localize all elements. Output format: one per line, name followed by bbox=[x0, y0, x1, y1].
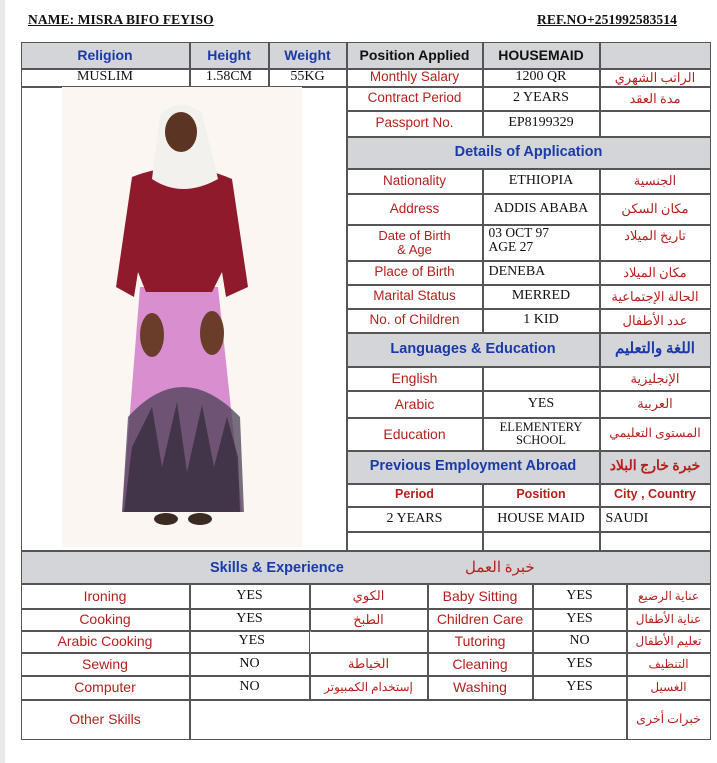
arabic-arabic: العربية bbox=[600, 391, 711, 418]
english-value bbox=[483, 367, 600, 391]
children-label: No. of Children bbox=[347, 309, 483, 333]
dob-label-line1: Date of Birth bbox=[378, 227, 451, 243]
position-column-header: Position bbox=[483, 484, 600, 507]
position-applied-value: HOUSEMAID bbox=[483, 42, 600, 69]
education-value-line1: ELEMENTERY bbox=[499, 419, 583, 434]
skill-cleaning-label: Cleaning bbox=[428, 653, 533, 676]
education-arabic: المستوى التعليمي bbox=[600, 418, 711, 451]
education-value-line2: SCHOOL bbox=[515, 433, 566, 447]
skill-ironing-label: Ironing bbox=[21, 584, 190, 609]
skill-baby-sitting-label: Baby Sitting bbox=[428, 584, 533, 609]
skill-sewing-label: Sewing bbox=[21, 653, 190, 676]
applicant-photo-illustration bbox=[62, 87, 302, 547]
address-value: ADDIS ABABA bbox=[483, 194, 600, 225]
monthly-salary-arabic: الراتب الشهري bbox=[600, 69, 711, 87]
children-arabic: عدد الأطفال bbox=[600, 309, 711, 333]
religion-header: Religion bbox=[21, 42, 190, 69]
contract-period-label: Contract Period bbox=[347, 87, 483, 111]
employment-period-value: 2 YEARS bbox=[347, 507, 483, 532]
employment-position-value: HOUSE MAID bbox=[483, 507, 600, 532]
religion-value: MUSLIM bbox=[21, 69, 190, 87]
dob-age-label bbox=[347, 225, 483, 261]
skills-section-bar bbox=[21, 551, 711, 584]
employment-country-value: SAUDI bbox=[600, 507, 711, 532]
monthly-salary-value: 1200 QR bbox=[483, 69, 600, 87]
skill-washing-value: YES bbox=[533, 676, 627, 700]
marital-status-arabic: الحالة الإجتماعية bbox=[600, 285, 711, 309]
children-value: 1 KID bbox=[483, 309, 600, 333]
height-header: Height bbox=[190, 42, 269, 69]
nationality-label: Nationality bbox=[347, 169, 483, 194]
skill-computer-label: Computer bbox=[21, 676, 190, 700]
marital-status-label: Marital Status bbox=[347, 285, 483, 309]
skill-children-care-arabic: عناية الأطفال bbox=[627, 609, 711, 631]
arabic-value: YES bbox=[483, 391, 600, 418]
dob-age-value bbox=[483, 225, 600, 261]
skill-ironing-value: YES bbox=[190, 584, 310, 609]
address-arabic: مكان السكن bbox=[600, 194, 711, 225]
page-edge bbox=[0, 0, 5, 763]
reference-number: REF.NO+251992583514 bbox=[537, 12, 677, 27]
position-applied-empty bbox=[600, 42, 711, 69]
english-arabic: الإنجليزية bbox=[600, 367, 711, 391]
skill-cooking-label: Cooking bbox=[21, 609, 190, 631]
weight-header: Weight bbox=[269, 42, 347, 69]
weight-value: 55KG bbox=[269, 69, 347, 87]
skill-cooking-value: YES bbox=[190, 609, 310, 631]
nationality-value: ETHIOPIA bbox=[483, 169, 600, 194]
employment-empty-cell bbox=[347, 532, 483, 551]
skill-baby-sitting-arabic: عناية الرضيع bbox=[627, 584, 711, 609]
period-column-header: Period bbox=[347, 484, 483, 507]
english-label: English bbox=[347, 367, 483, 391]
birthplace-value: DENEBA bbox=[483, 261, 600, 285]
education-value bbox=[483, 418, 600, 451]
languages-section-title: Languages & Education bbox=[347, 333, 600, 367]
contract-period-arabic: مدة العقد bbox=[600, 87, 711, 111]
employment-empty-cell bbox=[483, 532, 600, 551]
city-country-column-header: City , Country bbox=[600, 484, 711, 507]
passport-value: EP8199329 bbox=[483, 111, 600, 137]
skill-computer-arabic: إستخدام الكمبيوتر bbox=[310, 676, 428, 700]
marital-status-value: MERRED bbox=[483, 285, 600, 309]
skills-section-title: Skills & Experience bbox=[210, 559, 344, 576]
employment-section-arabic: خبرة خارج البلاد bbox=[600, 451, 711, 484]
dob-label-line2: & Age bbox=[397, 241, 432, 257]
skill-arabic-cooking-arabic bbox=[310, 631, 428, 653]
skill-ironing-arabic: الكوي bbox=[310, 584, 428, 609]
skill-sewing-value: NO bbox=[190, 653, 310, 676]
contract-period-value: 2 YEARS bbox=[483, 87, 600, 111]
applicant-photo bbox=[62, 87, 302, 547]
other-skills-value bbox=[190, 700, 627, 740]
address-label: Address bbox=[347, 194, 483, 225]
skill-cooking-arabic: الطبخ bbox=[310, 609, 428, 631]
birthplace-arabic: مكان الميلاد bbox=[600, 261, 711, 285]
monthly-salary-label: Monthly Salary bbox=[347, 69, 483, 87]
skill-tutoring-arabic: تعليم الأطفال bbox=[627, 631, 711, 653]
skill-children-care-label: Children Care bbox=[428, 609, 533, 631]
skill-cleaning-arabic: التنظيف bbox=[627, 653, 711, 676]
arabic-label: Arabic bbox=[347, 391, 483, 418]
skill-cleaning-value: YES bbox=[533, 653, 627, 676]
skill-children-care-value: YES bbox=[533, 609, 627, 631]
height-value: 1.58CM bbox=[190, 69, 269, 87]
passport-arabic bbox=[600, 111, 711, 137]
dob-value: 03 OCT 97 bbox=[488, 224, 550, 240]
applicant-name: NAME: MISRA BIFO FEYISO bbox=[28, 12, 214, 27]
employment-empty-cell bbox=[600, 532, 711, 551]
skill-baby-sitting-value: YES bbox=[533, 584, 627, 609]
skill-washing-label: Washing bbox=[428, 676, 533, 700]
other-skills-label: Other Skills bbox=[21, 700, 190, 740]
education-label: Education bbox=[347, 418, 483, 451]
skill-arabic-cooking-value: YES bbox=[190, 631, 310, 653]
languages-section-arabic: اللغة والتعليم bbox=[600, 333, 711, 367]
skill-arabic-cooking-label: Arabic Cooking bbox=[21, 631, 190, 653]
dob-arabic: تاريخ الميلاد bbox=[600, 225, 711, 261]
skill-computer-value: NO bbox=[190, 676, 310, 700]
skills-section-arabic: خبرة العمل bbox=[465, 560, 535, 576]
nationality-arabic: الجنسية bbox=[600, 169, 711, 194]
employment-section-title: Previous Employment Abroad bbox=[347, 451, 600, 484]
birthplace-label: Place of Birth bbox=[347, 261, 483, 285]
skill-tutoring-label: Tutoring bbox=[428, 631, 533, 653]
skill-sewing-arabic: الخياطة bbox=[310, 653, 428, 676]
age-value: AGE 27 bbox=[488, 238, 534, 254]
other-skills-arabic: خبرات أخرى bbox=[627, 700, 711, 740]
details-section-title: Details of Application bbox=[347, 137, 711, 169]
skill-tutoring-value: NO bbox=[533, 631, 627, 653]
position-applied-label: Position Applied bbox=[347, 42, 483, 69]
passport-label: Passport No. bbox=[347, 111, 483, 137]
skill-washing-arabic: الغسيل bbox=[627, 676, 711, 700]
